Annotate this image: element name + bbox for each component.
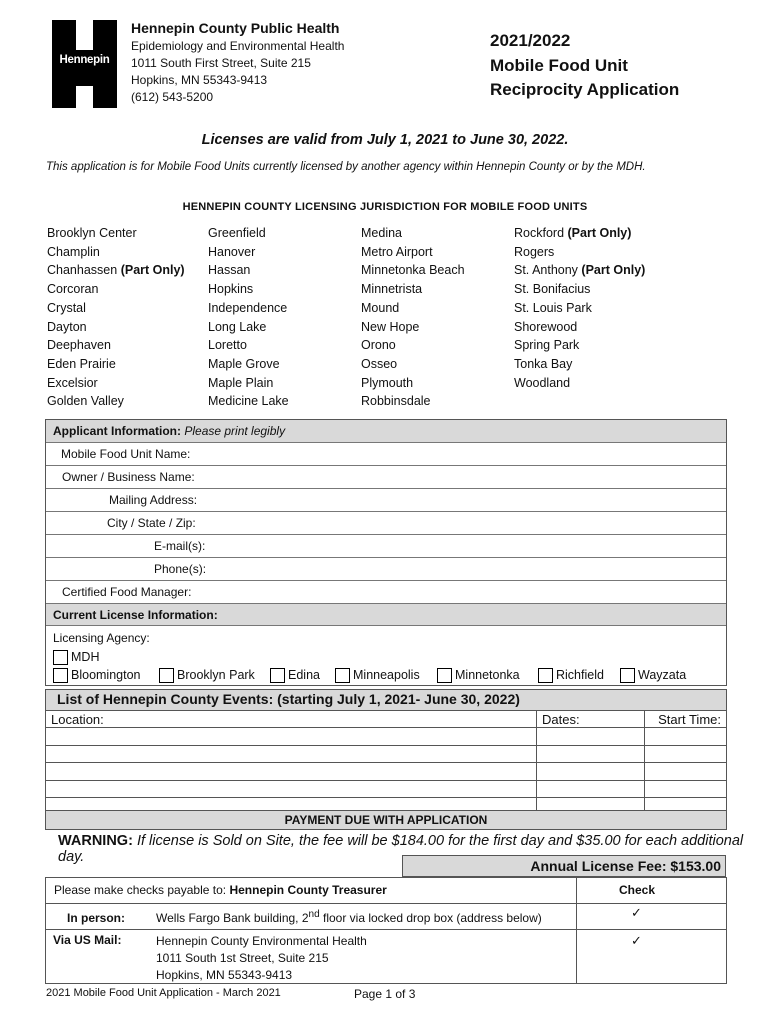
city: St. Louis Park — [514, 300, 592, 315]
mail-label: Via US Mail: — [53, 933, 122, 947]
event-row[interactable] — [46, 763, 727, 780]
city: Shorewood — [514, 319, 578, 334]
event-dates-cell[interactable] — [537, 780, 645, 797]
check-header: Check — [619, 883, 656, 897]
event-row[interactable] — [46, 728, 727, 745]
fee-warning: WARNING: If license is Sold on Site, the fee will be $184.00 for the first day and $35.00 for each additional day. — [58, 833, 744, 865]
org-dept: Epidemiology and Environmental Health — [131, 39, 345, 53]
checkbox-box[interactable] — [159, 668, 174, 683]
logo-notch-top — [76, 20, 93, 50]
city: Greenfield — [208, 226, 266, 240]
checkbox-box[interactable] — [270, 668, 285, 683]
city: Plymouth — [361, 375, 414, 390]
checkbox-edina[interactable]: Edina — [270, 668, 320, 683]
checkbox-richfield[interactable]: Richfield — [538, 668, 604, 683]
check-mark: ✓ — [631, 905, 642, 920]
city-state-zip-field[interactable]: City / State / Zip: — [46, 512, 726, 535]
checkbox-minnetonka[interactable]: Minnetonka — [437, 668, 520, 683]
payable-to: Please make checks payable to: Hennepin County Treasurer — [54, 883, 387, 897]
city: Golden Valley — [47, 394, 124, 409]
food-manager-field[interactable]: Certified Food Manager: — [46, 581, 726, 604]
city: Excelsior — [47, 375, 98, 390]
title-year: 2021/2022 — [490, 31, 571, 50]
org-block — [131, 18, 344, 106]
business-name-field[interactable]: Owner / Business Name: — [46, 466, 726, 489]
city: New Hope — [361, 319, 420, 334]
city: Hassan — [208, 263, 251, 278]
checkbox-box[interactable] — [538, 668, 553, 683]
checkbox-brooklyn-park[interactable]: Brooklyn Park — [159, 668, 255, 683]
city: Dayton — [47, 319, 87, 334]
event-location-cell[interactable] — [46, 745, 537, 762]
city: Hanover — [208, 244, 256, 259]
mail-address: Hennepin County Environmental Health 1011 South 1st Street, Suite 215 Hopkins, MN 55343-9413 — [156, 934, 367, 982]
city: Chanhassen (Part Only) — [47, 263, 185, 278]
event-dates-cell[interactable] — [537, 728, 645, 745]
check-mark: ✓ — [631, 933, 642, 948]
event-row[interactable] — [46, 745, 727, 762]
city: Loretto — [208, 338, 247, 353]
jurisdiction-heading: HENNEPIN COUNTY LICENSING JURISDICTION FOR MOBILE FOOD UNITS — [182, 201, 588, 213]
applicant-form — [45, 419, 727, 686]
in-person-label: In person: — [67, 911, 126, 925]
city: Eden Prairie — [47, 356, 116, 371]
events-header-row — [46, 711, 727, 728]
row-divider — [46, 929, 726, 930]
in-person-text: Wells Fargo Bank building, 2nd floor via locked drop box (address below) — [156, 909, 542, 925]
city-column-2 — [208, 224, 289, 411]
document-title — [490, 29, 679, 103]
city: Woodland — [514, 375, 571, 390]
event-dates-cell[interactable] — [537, 763, 645, 780]
city: Osseo — [361, 356, 398, 371]
city: Long Lake — [208, 319, 267, 334]
intro-text: This application is for Mobile Food Units currently licensed by another agency within Hennepin County or by the MDH. — [46, 161, 646, 173]
events-heading: List of Hennepin County Events: (starting July 1, 2021- June 30, 2022) — [45, 689, 727, 711]
city: St. Anthony (Part Only) — [514, 263, 646, 278]
city: Mound — [361, 300, 400, 315]
row-divider — [46, 903, 726, 904]
checkbox-minneapolis[interactable]: Minneapolis — [335, 668, 420, 683]
hennepin-logo — [52, 20, 117, 108]
city: Orono — [361, 338, 396, 353]
city: St. Bonifacius — [514, 282, 591, 297]
title-line3: Reciprocity Application — [490, 80, 680, 99]
checkbox-box[interactable] — [620, 668, 635, 683]
city: Hopkins — [208, 282, 254, 297]
email-field[interactable]: E-mail(s): — [46, 535, 726, 558]
validity-statement: Licenses are valid from July 1, 2021 to June 30, 2022. — [201, 132, 569, 148]
org-name: Hennepin County Public Health — [131, 20, 340, 36]
checkbox-box[interactable] — [53, 668, 68, 683]
payment-heading: PAYMENT DUE WITH APPLICATION — [45, 810, 727, 830]
city-column-4 — [514, 224, 645, 392]
location-header: Location: — [46, 711, 537, 728]
checkbox-wayzata[interactable]: Wayzata — [620, 668, 686, 683]
unit-name-field[interactable]: Mobile Food Unit Name: — [46, 443, 726, 466]
event-location-cell[interactable] — [46, 780, 537, 797]
city: Rogers — [514, 244, 555, 259]
events-table — [45, 710, 727, 815]
checkbox-box[interactable] — [335, 668, 350, 683]
event-time-cell[interactable] — [645, 763, 727, 780]
phone-field[interactable]: Phone(s): — [46, 558, 726, 581]
license-heading: Current License Information: — [46, 604, 726, 626]
checkbox-bloomington[interactable]: Bloomington — [53, 668, 141, 683]
city: Maple Plain — [208, 375, 274, 390]
city: Crystal — [47, 300, 86, 315]
city: Minnetrista — [361, 282, 423, 297]
logo-notch-bottom — [76, 86, 93, 108]
city: Corcoran — [47, 282, 99, 297]
footer-doc-info: 2021 Mobile Food Unit Application - March 2021 — [46, 987, 281, 999]
org-phone: (612) 543-5200 — [131, 90, 214, 104]
event-row[interactable] — [46, 780, 727, 797]
title-line2: Mobile Food Unit — [490, 55, 628, 75]
event-location-cell[interactable] — [46, 763, 537, 780]
event-dates-cell[interactable] — [537, 745, 645, 762]
city: Deephaven — [47, 338, 111, 353]
column-divider — [576, 878, 577, 983]
city: Rockford (Part Only) — [514, 226, 632, 240]
payment-table — [45, 877, 727, 984]
logo-text: Hennepin — [59, 54, 110, 66]
city: Champlin — [47, 244, 100, 259]
org-street: 1011 South First Street, Suite 215 — [131, 56, 311, 70]
city: Tonka Bay — [514, 356, 573, 371]
city: Metro Airport — [361, 244, 433, 259]
city: Spring Park — [514, 338, 580, 353]
checkbox-box[interactable] — [437, 668, 452, 683]
org-city: Hopkins, MN 55343-9413 — [131, 73, 268, 87]
start-time-header: Start Time: — [645, 711, 727, 728]
mailing-address-field[interactable]: Mailing Address: — [46, 489, 726, 512]
page-number: Page 1 of 3 — [354, 987, 416, 1001]
city: Independence — [208, 300, 288, 315]
checkbox-mdh[interactable]: MDH — [53, 650, 99, 665]
event-time-cell[interactable] — [645, 728, 727, 745]
annual-fee: Annual License Fee: $153.00 — [402, 855, 726, 877]
event-time-cell[interactable] — [645, 745, 727, 762]
event-location-cell[interactable] — [46, 728, 537, 745]
city: Maple Grove — [208, 356, 280, 371]
city: Brooklyn Center — [47, 226, 137, 240]
checkbox-box[interactable] — [53, 650, 68, 665]
applicant-heading: Applicant Information: Please print legibly — [46, 420, 726, 443]
city: Minnetonka Beach — [361, 263, 465, 278]
city: Medicine Lake — [208, 394, 289, 409]
city-column-3 — [361, 224, 465, 411]
licensing-agency-label: Licensing Agency: — [53, 631, 150, 645]
city: Robbinsdale — [361, 394, 431, 409]
event-time-cell[interactable] — [645, 780, 727, 797]
dates-header: Dates: — [537, 711, 645, 728]
city: Medina — [361, 226, 402, 240]
city-column-1 — [47, 224, 185, 411]
